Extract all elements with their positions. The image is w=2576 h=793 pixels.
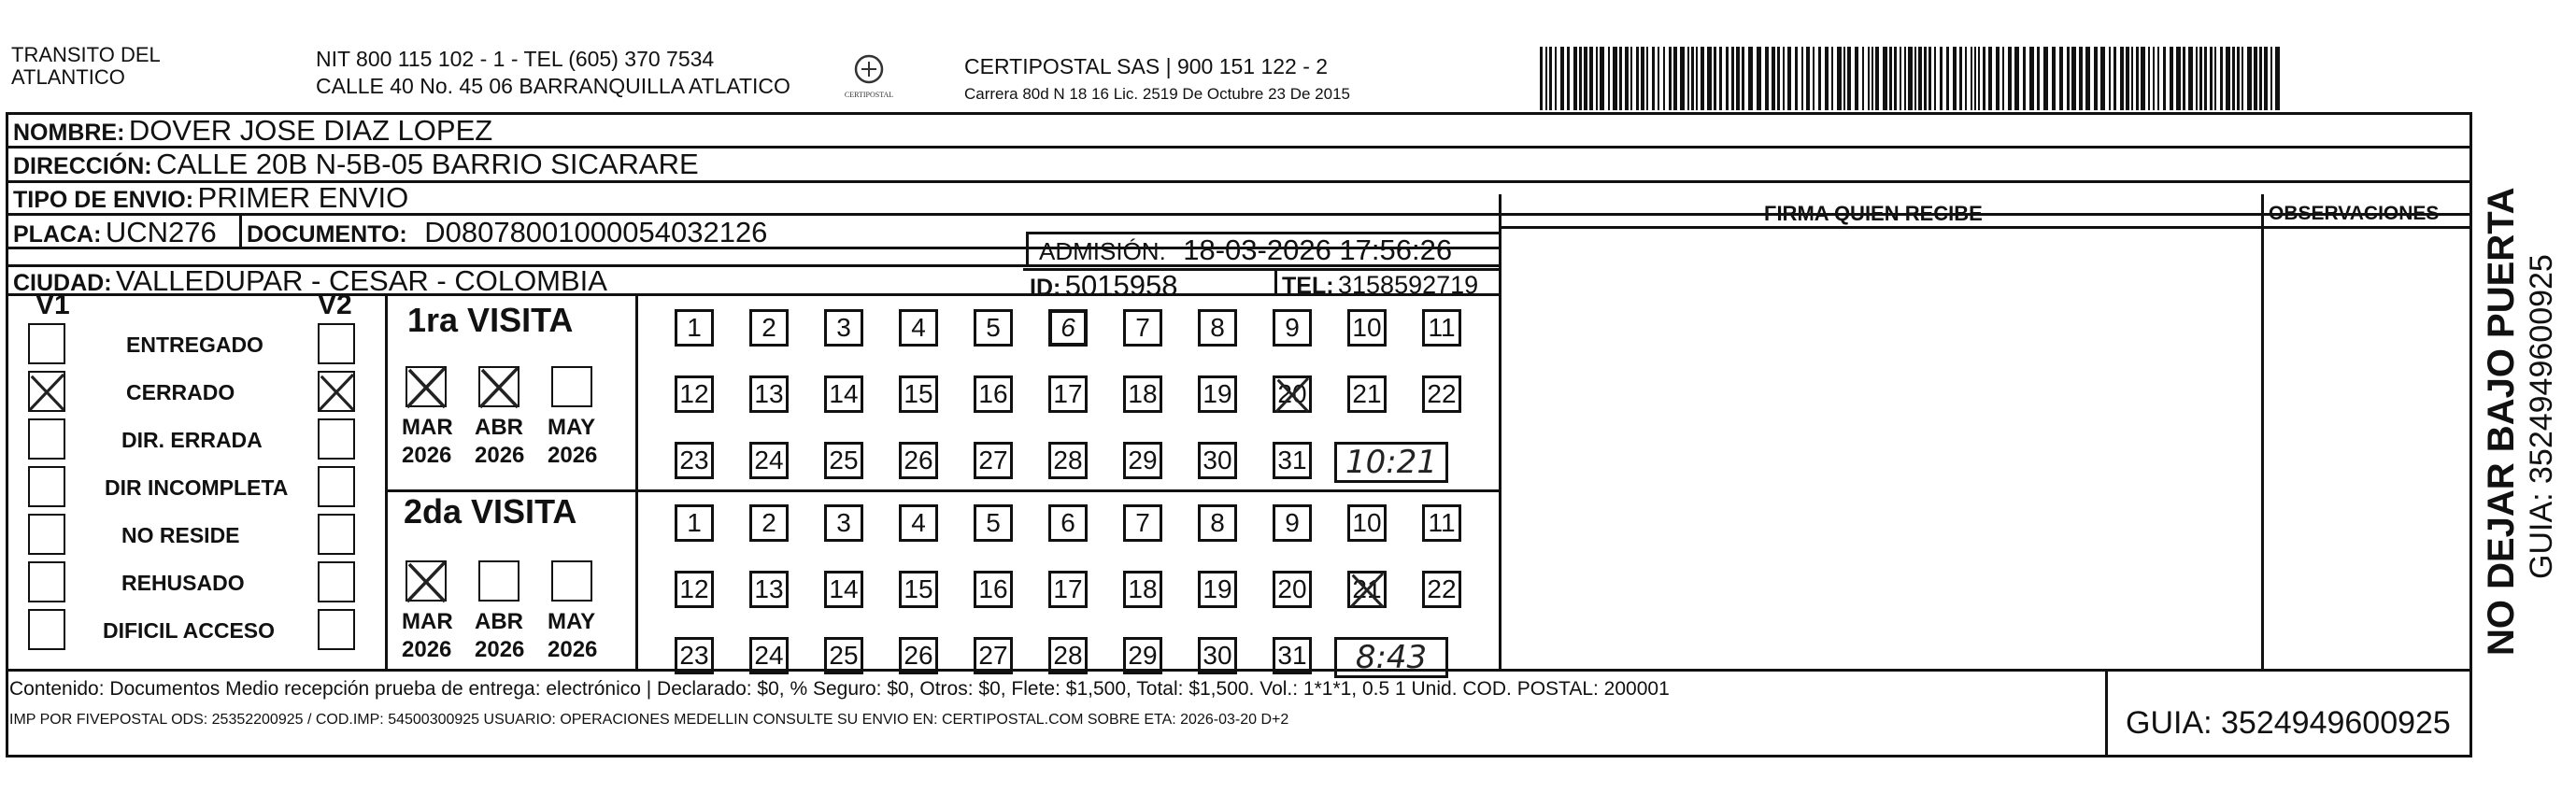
barcode-bar [1914, 47, 1916, 110]
barcode-bar [2264, 47, 2268, 110]
barcode-bar [1965, 47, 1967, 110]
day-17[interactable]: 17 [1048, 571, 1088, 608]
barcode-bar [2210, 47, 2213, 110]
barcode-bar [1847, 47, 1851, 110]
barcode-bar [2214, 47, 2216, 110]
day-19[interactable]: 19 [1198, 375, 1237, 413]
day-19[interactable]: 19 [1198, 571, 1237, 608]
document-label: DOCUMENTO: [247, 221, 407, 248]
barcode-bar [2170, 47, 2173, 110]
signature-header: FIRMA QUIEN RECIBE [1764, 202, 1983, 225]
barcode-bar [1549, 47, 1552, 110]
barcode-bar [2085, 47, 2090, 110]
barcode-bar [2188, 47, 2193, 110]
day-12[interactable]: 12 [675, 571, 714, 608]
barcode-bar [1731, 47, 1734, 110]
barcode-bar [1714, 47, 1716, 110]
day-27[interactable]: 27 [974, 637, 1013, 674]
visit2-title: 2da VISITA [404, 492, 577, 531]
side-guia: GUIA: 3524949600925 [2524, 254, 2559, 579]
status-label: NO RESIDE [121, 523, 240, 547]
v1-checkbox[interactable] [28, 609, 65, 650]
address-label: DIRECCIÓN: [13, 153, 152, 179]
day-23[interactable]: 23 [675, 442, 714, 479]
v1-checkbox[interactable] [28, 514, 65, 555]
day-26[interactable]: 26 [899, 637, 938, 674]
barcode-bar [2141, 47, 2145, 110]
barcode-bar [1843, 47, 1845, 110]
day-6[interactable]: 6 [1048, 309, 1088, 347]
company-address: CALLE 40 No. 45 06 BARRANQUILLA ATLATICO [316, 74, 790, 98]
barcode-bar [2232, 47, 2235, 110]
barcode-bar [1787, 47, 1791, 110]
barcode-bar [1545, 47, 1547, 110]
day-7[interactable]: 7 [1123, 309, 1162, 347]
observations-header: OBSERVACIONES [2269, 203, 2440, 224]
barcode-bar [2136, 47, 2139, 110]
barcode-bar [2023, 47, 2026, 110]
barcode-bar [1680, 47, 1685, 110]
may-checkbox[interactable] [551, 366, 592, 407]
barcode-bar [1783, 47, 1785, 110]
barcode-bar [2094, 47, 2098, 110]
barcode-bar [1596, 47, 1598, 110]
company-nit: NIT 800 115 102 - 1 - TEL (605) 370 7534 [316, 47, 715, 71]
barcode-bar [1707, 47, 1712, 110]
barcode-bar [1996, 47, 2000, 110]
ship-type-label: TIPO DE ENVIO: [13, 187, 194, 213]
day-1[interactable]: 1 [675, 309, 714, 347]
barcode-bar [2204, 47, 2207, 110]
barcode-bar [1658, 47, 1659, 110]
barcode-bar [1928, 47, 1931, 110]
day-30[interactable]: 30 [1198, 637, 1237, 674]
day-8[interactable]: 8 [1198, 504, 1237, 542]
month-label: ABR [475, 609, 523, 634]
recipient-name: DOVER JOSE DIAZ LOPEZ [128, 114, 493, 147]
day-28[interactable]: 28 [1048, 637, 1088, 674]
barcode-bar [2199, 47, 2202, 110]
day-29[interactable]: 29 [1123, 637, 1162, 674]
day-3[interactable]: 3 [824, 504, 863, 542]
month-label: MAY [548, 609, 596, 634]
v2-checkbox[interactable] [318, 466, 355, 507]
barcode-bar [2237, 47, 2240, 110]
day-29[interactable]: 29 [1123, 442, 1162, 479]
barcode-bar [1875, 47, 1879, 110]
v2-checkbox[interactable] [318, 323, 355, 364]
barcode-bar [1904, 47, 1906, 110]
barcode-bar [2043, 47, 2048, 110]
year-label: 2026 [475, 637, 525, 662]
day-12[interactable]: 12 [675, 375, 714, 413]
barcode-bar [1687, 47, 1689, 110]
certipostal-logo [836, 49, 902, 105]
barcode-bar [2196, 47, 2198, 110]
v2-checkbox[interactable] [318, 609, 355, 650]
day-18[interactable]: 18 [1123, 375, 1162, 413]
barcode-bar [2226, 47, 2230, 110]
day-27[interactable]: 27 [974, 442, 1013, 479]
plate: UCN276 [105, 216, 217, 248]
barcode-bar [1608, 47, 1610, 110]
footer-content-line: Contenido: Documentos Medio recepción prueba de entrega: electrónico | Declarado: $0, % Seguro: $0, Otros: $0, Flete: $1,500, Total: $1,500. Vol.: 1*1*1, 0.5 1 Unid. COD. POSTAL: 200001 [9, 678, 1670, 700]
barcode-bar [1918, 47, 1922, 110]
barcode-bar [2220, 47, 2223, 110]
city-label: CIUDAD: [13, 270, 112, 296]
barcode-bar [2157, 47, 2159, 110]
footer-guia: GUIA: 3524949600925 [2126, 705, 2451, 741]
admission-label: ADMISIÓN: [1039, 237, 1166, 265]
v2-checkbox[interactable] [318, 418, 355, 460]
barcode-bar [1772, 47, 1775, 110]
barcode-bar [1825, 47, 1829, 110]
barcode-bar [1663, 47, 1665, 110]
barcode-bar [1971, 47, 1972, 110]
status-label: ENTREGADO [126, 333, 263, 357]
month-label: MAR [402, 609, 453, 634]
v1-header: V1 [36, 290, 70, 320]
year-label: 2026 [475, 443, 525, 468]
barcode-bar [2002, 47, 2004, 110]
barcode-bar [1940, 47, 1943, 110]
barcode-bar [1555, 47, 1557, 110]
footer-print-line: IMP POR FIVEPOSTAL ODS: 25352200925 / COD.IMP: 54500300925 USUARIO: OPERACIONES MEDELLIN CONSULTE SU ENVIO EN: CERTIPOSTAL.COM SOBRE ETA: 2026-03-20 D+2 [9, 712, 1289, 728]
barcode-bar [1641, 47, 1644, 110]
visit1-title: 1ra VISITA [407, 301, 574, 339]
barcode-bar [1946, 47, 1949, 110]
barcode-bar [1777, 47, 1780, 110]
day-23[interactable]: 23 [675, 637, 714, 674]
barcode-bar [1959, 47, 1962, 110]
tel-label: TEL: [1282, 273, 1334, 299]
barcode-bar [2100, 47, 2105, 110]
day-3[interactable]: 3 [824, 309, 863, 347]
day-31[interactable]: 31 [1273, 442, 1312, 479]
barcode-bar [2275, 47, 2280, 110]
abr-checkbox[interactable] [478, 366, 519, 407]
day-24[interactable]: 24 [749, 442, 789, 479]
day-25[interactable]: 25 [824, 637, 863, 674]
barcode-bar [1630, 47, 1632, 110]
barcode-bar [1953, 47, 1957, 110]
barcode-bar [2254, 47, 2257, 110]
v1-checkbox[interactable] [28, 418, 65, 460]
barcode-bar [1889, 47, 1892, 110]
barcode-bar [1619, 47, 1622, 110]
barcode-bar [1806, 47, 1810, 110]
barcode-bar [2052, 47, 2056, 110]
barcode-bar [1696, 47, 1698, 110]
day-17[interactable]: 17 [1048, 375, 1088, 413]
day-9[interactable]: 9 [1273, 504, 1312, 542]
barcode-bar [1589, 47, 1593, 110]
barcode-bar [1988, 47, 1992, 110]
day-14[interactable]: 14 [824, 571, 863, 608]
signature-area[interactable] [1501, 229, 2260, 668]
carrier-address: Carrera 80d N 18 16 Lic. 2519 De Octubre 23 De 2015 [964, 85, 1350, 103]
barcode-bar [2148, 47, 2150, 110]
barcode-bar [1978, 47, 1980, 110]
day-5[interactable]: 5 [974, 309, 1013, 347]
barcode-bar [1757, 47, 1761, 110]
barcode-bar [2014, 47, 2019, 110]
barcode-bar [1934, 47, 1936, 110]
day-2[interactable]: 2 [749, 504, 789, 542]
day-5[interactable]: 5 [974, 504, 1013, 542]
day-11[interactable]: 11 [1422, 309, 1461, 347]
barcode-bar [2059, 47, 2063, 110]
day-10[interactable]: 10 [1347, 309, 1387, 347]
carrier-name: CERTIPOSTAL SAS | 900 151 122 - 2 [964, 54, 1329, 78]
day-16[interactable]: 16 [974, 571, 1013, 608]
barcode-bar [1673, 47, 1677, 110]
barcode-bar [1736, 47, 1740, 110]
barcode-bar [1974, 47, 1976, 110]
day-24[interactable]: 24 [749, 637, 789, 674]
day-13[interactable]: 13 [749, 571, 789, 608]
v1-checkbox[interactable] [28, 561, 65, 602]
year-label: 2026 [548, 637, 598, 662]
status-label: CERRADO [126, 380, 235, 404]
abr-checkbox[interactable] [478, 560, 519, 602]
barcode-bar [2120, 47, 2124, 110]
v1-checkbox[interactable] [28, 466, 65, 507]
barcode-bar [1742, 47, 1744, 110]
status-label: REHUSADO [121, 571, 245, 595]
day-15[interactable]: 15 [899, 571, 938, 608]
barcode-bar [2071, 47, 2076, 110]
day-20[interactable]: 20 [1273, 375, 1312, 413]
day-11[interactable]: 11 [1422, 504, 1461, 542]
barcode-bar [1748, 47, 1753, 110]
day-10[interactable]: 10 [1347, 504, 1387, 542]
barcode-bar [1983, 47, 1985, 110]
v2-checkbox[interactable] [318, 371, 355, 412]
barcode-bar [1894, 47, 1897, 110]
day-9[interactable]: 9 [1273, 309, 1312, 347]
barcode-bar [1862, 47, 1864, 110]
barcode-bar [1837, 47, 1842, 110]
mar-checkbox[interactable] [406, 560, 447, 602]
barcode-bar [1646, 47, 1648, 110]
day-13[interactable]: 13 [749, 375, 789, 413]
observations-area[interactable] [2264, 229, 2469, 668]
recipient-address: CALLE 20B N-5B-05 BARRIO SICARARE [156, 148, 699, 180]
mar-checkbox[interactable] [406, 366, 447, 407]
day-25[interactable]: 25 [824, 442, 863, 479]
barcode-bar [2153, 47, 2155, 110]
barcode-bar [1831, 47, 1833, 110]
barcode-bar [1726, 47, 1729, 110]
barcode-bar [1573, 47, 1577, 110]
barcode-bar [1691, 47, 1694, 110]
barcode-bar [1924, 47, 1927, 110]
admission-datetime: 18-03-2026 17:56:26 [1183, 234, 1453, 266]
barcode-bar [1813, 47, 1815, 110]
barcode-bar [1719, 47, 1722, 110]
status-label: DIR. ERRADA [121, 428, 263, 452]
document-number: D08078001000054032126 [424, 216, 768, 248]
day-22[interactable]: 22 [1422, 375, 1461, 413]
v2-checkbox[interactable] [318, 514, 355, 555]
status-label: DIFICIL ACCESO [103, 618, 276, 643]
status-label: DIR INCOMPLETA [105, 475, 289, 500]
day-30[interactable]: 30 [1198, 442, 1237, 479]
barcode-bar [2067, 47, 2070, 110]
day-20[interactable]: 20 [1273, 571, 1312, 608]
name-label: NOMBRE: [13, 120, 125, 146]
barcode-bar [2029, 47, 2034, 110]
ship-type: PRIMER ENVIO [197, 181, 409, 214]
day-21[interactable]: 21 [1347, 571, 1387, 608]
day-21[interactable]: 21 [1347, 375, 1387, 413]
v2-header: V2 [318, 290, 352, 320]
barcode-bar [1652, 47, 1655, 110]
year-label: 2026 [402, 637, 452, 662]
barcode-bar [1900, 47, 1901, 110]
day-6[interactable]: 6 [1048, 504, 1088, 542]
barcode-bar [1540, 47, 1543, 110]
v2-checkbox[interactable] [318, 561, 355, 602]
city: VALLEDUPAR - CESAR - COLOMBIA [116, 264, 607, 297]
day-28[interactable]: 28 [1048, 442, 1088, 479]
month-label: MAR [402, 415, 453, 440]
month-label: MAY [548, 415, 596, 440]
barcode-bar [1883, 47, 1887, 110]
barcode-bar [2270, 47, 2272, 110]
day-26[interactable]: 26 [899, 442, 938, 479]
barcode-bar [1795, 47, 1798, 110]
barcode-bar [1765, 47, 1769, 110]
barcode-bar [2109, 47, 2111, 110]
barcode-bar [1908, 47, 1913, 110]
barcode-bar [1567, 47, 1570, 110]
time-box[interactable]: 10:21 [1334, 442, 1448, 483]
month-label: ABR [475, 415, 523, 440]
year-label: 2026 [548, 443, 598, 468]
barcode-bar [1625, 47, 1629, 110]
day-31[interactable]: 31 [1273, 637, 1312, 674]
barcode-bar [1868, 47, 1870, 110]
barcode-bar [1669, 47, 1672, 110]
plate-label: PLACA: [13, 221, 102, 248]
year-label: 2026 [402, 443, 452, 468]
barcode-bar [2183, 47, 2185, 110]
barcode-bar [1579, 47, 1582, 110]
barcode-bar [1872, 47, 1873, 110]
barcode [1540, 47, 2287, 112]
barcode-bar [1855, 47, 1858, 110]
barcode-bar [1701, 47, 1704, 110]
recipient-tel: 3158592719 [1338, 271, 1479, 299]
barcode-bar [2247, 47, 2252, 110]
v1-checkbox[interactable] [28, 371, 65, 412]
barcode-bar [2113, 47, 2116, 110]
may-checkbox[interactable] [551, 560, 592, 602]
id-label: ID: [1030, 275, 1061, 301]
company-name-line1: TRANSITO DEL [11, 43, 161, 66]
company-name-line2: ATLANTICO [11, 65, 125, 89]
barcode-bar [1801, 47, 1803, 110]
barcode-bar [2242, 47, 2243, 110]
day-22[interactable]: 22 [1422, 571, 1461, 608]
day-16[interactable]: 16 [974, 375, 1013, 413]
barcode-bar [1600, 47, 1604, 110]
day-7[interactable]: 7 [1123, 504, 1162, 542]
side-warning: NO DEJAR BAJO PUERTA [2481, 187, 2522, 656]
day-2[interactable]: 2 [749, 309, 789, 347]
barcode-bar [1560, 47, 1564, 110]
barcode-bar [2163, 47, 2166, 110]
day-15[interactable]: 15 [899, 375, 938, 413]
day-4[interactable]: 4 [899, 504, 938, 542]
barcode-bar [1613, 47, 1617, 110]
barcode-bar [1818, 47, 1821, 110]
barcode-bar [2079, 47, 2083, 110]
barcode-bar [2176, 47, 2181, 110]
day-4[interactable]: 4 [899, 309, 938, 347]
v1-checkbox[interactable] [28, 323, 65, 364]
day-8[interactable]: 8 [1198, 309, 1237, 347]
day-1[interactable]: 1 [675, 504, 714, 542]
barcode-bar [1636, 47, 1639, 110]
day-18[interactable]: 18 [1123, 571, 1162, 608]
barcode-bar [2131, 47, 2133, 110]
time-box[interactable]: 8:43 [1334, 637, 1448, 678]
day-14[interactable]: 14 [824, 375, 863, 413]
barcode-bar [2037, 47, 2040, 110]
barcode-bar [2008, 47, 2012, 110]
barcode-bar [2126, 47, 2129, 110]
barcode-bar [2259, 47, 2262, 110]
logo-text: CERTIPOSTAL [844, 91, 894, 99]
recipient-id: 5015958 [1064, 269, 1178, 302]
barcode-bar [1584, 47, 1587, 110]
